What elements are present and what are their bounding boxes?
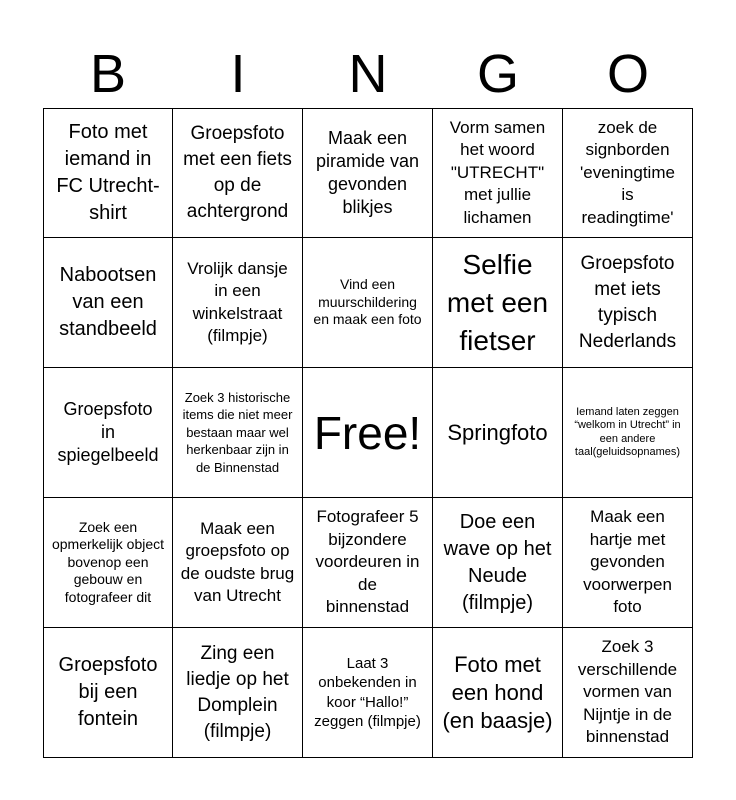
free-space[interactable] [303, 368, 433, 498]
cell-text: Zoek 3 verschillende vormen van Nijntje in de binnenstad [577, 637, 678, 747]
cell-text: Groepsfoto in spiegelbeeld [57, 399, 159, 465]
bingo-cell[interactable] [43, 108, 173, 238]
bingo-cell[interactable] [433, 238, 563, 368]
bingo-title [43, 40, 693, 108]
cell-text: Iemand laten zeggen “welkom in Utrecht” in een andere taal(geluidsopnames) [574, 405, 681, 458]
bingo-cell[interactable] [433, 498, 563, 628]
cell-text: Groepsfoto met een fiets op de achtergrond [183, 123, 292, 222]
cell-text: zoek de signborden 'eveningtime is readingtime' [580, 117, 675, 227]
cell-text: Doe een wave op het Neude (filmpje) [443, 510, 552, 614]
cell-text: Foto met iemand in FC Utrecht-shirt [56, 121, 160, 224]
bingo-cell[interactable] [303, 108, 433, 238]
bingo-cell[interactable] [43, 368, 173, 498]
cell-text: Selfie met een fietser [446, 248, 549, 356]
bingo-cell[interactable] [43, 498, 173, 628]
bingo-cell[interactable] [173, 628, 303, 758]
cell-text: Laat 3 onbekenden in koor “Hallo!” zeggen (filmpje) [314, 654, 421, 730]
bingo-cell[interactable] [303, 498, 433, 628]
cell-text: Fotografeer 5 bijzondere voordeuren in de binnenstad [315, 507, 420, 617]
cell-text: Vorm samen het woord "UTRECHT" met jullie lichamen [449, 117, 546, 227]
bingo-cell[interactable] [173, 498, 303, 628]
title-letter-o: O [606, 44, 649, 104]
title-letter-i: I [230, 44, 246, 104]
bingo-cell[interactable] [563, 368, 693, 498]
bingo-cell[interactable] [43, 238, 173, 368]
cell-text: Maak een piramide van gevonden blikjes [315, 128, 420, 217]
cell-text: Foto met een hond (en baasje) [442, 651, 553, 733]
cell-text: Vind een muurschildering en maak een foto [313, 276, 422, 328]
bingo-cell[interactable] [173, 108, 303, 238]
bingo-cell[interactable] [433, 108, 563, 238]
cell-text: Zing een liedje op het Domplein (filmpje) [186, 642, 289, 742]
title-letter-n: N [348, 44, 388, 104]
cell-text: Vrolijk dansje in een winkelstraat (filmpje) [187, 258, 288, 345]
cell-text: Maak een groepsfoto op de oudste brug van Utrecht [180, 518, 295, 605]
bingo-cell[interactable] [173, 238, 303, 368]
cell-text: Zoek een opmerkelijk object bovenop een gebouw en fotografeer dit [51, 518, 165, 605]
cell-text: Maak een hartje met gevonden voorwerpen foto [583, 507, 672, 617]
free-text: Free! [313, 406, 422, 459]
bingo-cell[interactable] [303, 238, 433, 368]
cell-text: Groepsfoto met iets typisch Nederlands [578, 252, 677, 352]
cell-text: Springfoto [447, 419, 548, 445]
bingo-cell[interactable] [303, 628, 433, 758]
bingo-card [43, 108, 693, 758]
bingo-cell[interactable] [43, 628, 173, 758]
bingo-cell[interactable] [563, 498, 693, 628]
cell-text: Zoek 3 historische items die niet meer bestaan maar wel herkenbaar zijn in de Binnenstad [182, 389, 293, 475]
cell-text: Groepsfoto bij een fontein [58, 654, 158, 730]
bingo-cell[interactable] [433, 368, 563, 498]
title-letter-g: G [476, 44, 519, 104]
bingo-cell[interactable] [433, 628, 563, 758]
cell-text: Nabootsen van een standbeeld [59, 264, 157, 340]
bingo-cell[interactable] [563, 628, 693, 758]
bingo-cell[interactable] [563, 108, 693, 238]
title-letter-b: B [89, 44, 127, 104]
bingo-cell[interactable] [563, 238, 693, 368]
bingo-cell[interactable] [173, 368, 303, 498]
